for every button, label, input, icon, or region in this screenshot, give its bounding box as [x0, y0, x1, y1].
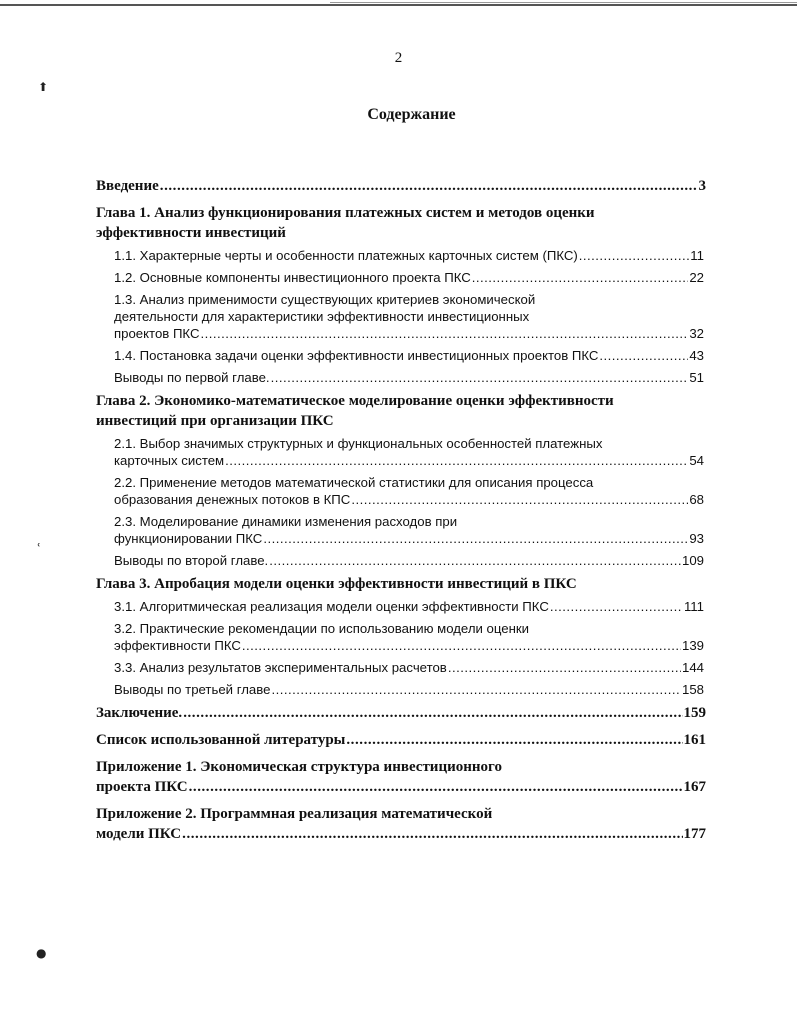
dot-leader [183, 703, 682, 723]
entry-text: карточных систем [114, 453, 225, 468]
entry-page-number: 159 [683, 705, 706, 721]
toc-section[interactable] [96, 804, 706, 844]
entry-text: 3.1. Алгоритмическая реализация модели оценки эффективности ПКС [114, 599, 549, 614]
entry-page-number: 177 [683, 826, 706, 842]
toc-subsection[interactable] [96, 347, 706, 364]
toc-subsection[interactable] [96, 369, 706, 386]
entry-page-number: 144 [681, 660, 704, 675]
entry-leader-line [114, 347, 704, 364]
toc-section[interactable] [96, 730, 706, 750]
entry-page-number: 68 [689, 492, 704, 507]
toc-subsection[interactable] [96, 291, 706, 342]
chapter-heading[interactable] [96, 391, 706, 431]
entry-text: Введение [96, 178, 159, 194]
entry-page-number: 167 [683, 779, 706, 795]
entry-leader-line [96, 176, 706, 196]
entry-leader-line [114, 325, 704, 342]
entry-leader-line [96, 777, 706, 797]
entry-text: Выводы по второй главе. [114, 553, 269, 568]
entry-page-number: 111 [683, 599, 704, 614]
entry-page-number: 158 [681, 682, 704, 697]
dot-leader [550, 598, 683, 615]
dot-leader [351, 491, 688, 508]
entry-text: 1.1. Характерные черты и особенности платежных карточных систем (ПКС) [114, 248, 578, 263]
entry-leader-line [114, 681, 704, 698]
entry-text-line: Приложение 1. Экономическая структура инвестиционного [96, 759, 502, 775]
toc-subsection[interactable] [96, 474, 706, 508]
dot-leader [271, 681, 681, 698]
entry-text: 1.4. Постановка задачи оценки эффективности инвестиционных проектов ПКС [114, 348, 599, 363]
entry-page-number: 93 [689, 531, 704, 546]
entry-text: Заключение. [96, 705, 183, 721]
scan-mark: ʿ [37, 542, 41, 557]
entry-leader-line [114, 659, 704, 676]
entry-text: образования денежных потоков в КПС [114, 492, 351, 507]
dot-leader [225, 452, 688, 469]
toc-subsection[interactable] [96, 513, 706, 547]
entry-text: Список использованной литературы [96, 732, 346, 748]
entry-leader-line [114, 530, 704, 547]
entry-text-line: 1.3. Анализ применимости существующих критериев экономической [114, 292, 536, 307]
dot-leader [189, 777, 683, 797]
page-number: 2 [394, 50, 403, 66]
toc-section[interactable] [96, 176, 706, 196]
entry-leader-line [114, 247, 704, 264]
entry-text: Выводы по третьей главе [114, 682, 271, 697]
table-of-contents [96, 176, 706, 851]
dot-leader [271, 369, 689, 386]
entry-leader-line [96, 730, 706, 750]
scan-mark: ⬆ [38, 80, 49, 94]
dot-leader [263, 530, 688, 547]
toc-subsection[interactable] [96, 620, 706, 654]
entry-leader-line [114, 491, 704, 508]
entry-text: модели ПКС [96, 826, 182, 842]
dot-leader [599, 347, 688, 364]
dot-leader [182, 824, 682, 844]
entry-leader-line [96, 703, 706, 723]
entry-text-line: Глава 1. Анализ функционирования платежных систем и методов оценки [96, 205, 595, 221]
dot-leader [269, 552, 681, 569]
entry-text: проектов ПКС [114, 326, 200, 341]
entry-text-line: 3.2. Практические рекомендации по использованию модели оценки [114, 621, 530, 636]
entry-text-line: Приложение 2. Программная реализация математической [96, 806, 493, 822]
toc-subsection[interactable] [96, 247, 706, 264]
entry-page-number: 43 [689, 348, 704, 363]
toc-subsection[interactable] [96, 435, 706, 469]
page-title: Содержание [367, 106, 456, 123]
entry-text-line: 2.1. Выбор значимых структурных и функциональных особенностей платежных [114, 436, 603, 451]
entry-leader-line [114, 452, 704, 469]
dot-leader [448, 659, 681, 676]
entry-leader-line [114, 369, 704, 386]
entry-text: функционировании ПКС [114, 531, 263, 546]
dot-leader [472, 269, 689, 286]
toc-subsection[interactable] [96, 598, 706, 615]
entry-text-line: Глава 2. Экономико-математическое моделирование оценки эффективности [96, 393, 614, 409]
entry-text-line: Глава 3. Апробация модели оценки эффективности инвестиций в ПКС [96, 576, 577, 592]
dot-leader [160, 176, 698, 196]
entry-leader-line [114, 552, 704, 569]
entry-leader-line [114, 637, 704, 654]
entry-text: 3.3. Анализ результатов экспериментальных расчетов [114, 660, 447, 675]
entry-page-number: 51 [689, 370, 704, 385]
entry-page-number: 32 [689, 326, 704, 341]
dot-leader [242, 637, 681, 654]
entry-leader-line [96, 824, 706, 844]
entry-text-line: эффективности инвестиций [96, 225, 286, 241]
dot-leader [201, 325, 689, 342]
entry-page-number: 22 [689, 270, 704, 285]
entry-text: 1.2. Основные компоненты инвестиционного проекта ПКС [114, 270, 471, 285]
entry-text-line: инвестиций при организации ПКС [96, 413, 334, 429]
entry-page-number: 11 [690, 248, 704, 263]
toc-subsection[interactable] [96, 659, 706, 676]
toc-section[interactable] [96, 703, 706, 723]
entry-leader-line [114, 269, 704, 286]
scan-mark: ● [36, 946, 47, 960]
toc-subsection[interactable] [96, 269, 706, 286]
entry-text-line: 2.2. Применение методов математической статистики для описания процесса [114, 475, 594, 490]
entry-leader-line [114, 598, 704, 615]
dot-leader [579, 247, 690, 264]
chapter-heading[interactable] [96, 574, 706, 594]
entry-text-line: 2.3. Моделирование динамики изменения расходов при [114, 514, 458, 529]
toc-subsection[interactable] [96, 552, 706, 569]
dot-leader [346, 730, 682, 750]
entry-page-number: 109 [681, 553, 704, 568]
entry-page-number: 139 [681, 638, 704, 653]
chapter-heading[interactable] [96, 203, 706, 243]
scan-border [330, 2, 797, 3]
toc-section[interactable] [96, 757, 706, 797]
entry-text: эффективности ПКС [114, 638, 241, 653]
toc-subsection[interactable] [96, 681, 706, 698]
entry-text: проекта ПКС [96, 779, 188, 795]
entry-page-number: 54 [689, 453, 704, 468]
scan-border [0, 4, 797, 6]
entry-text-line: деятельности для характеристики эффективности инвестиционных [114, 309, 530, 324]
entry-page-number: 3 [698, 178, 706, 194]
entry-text: Выводы по первой главе. [114, 370, 270, 385]
entry-page-number: 161 [683, 732, 706, 748]
